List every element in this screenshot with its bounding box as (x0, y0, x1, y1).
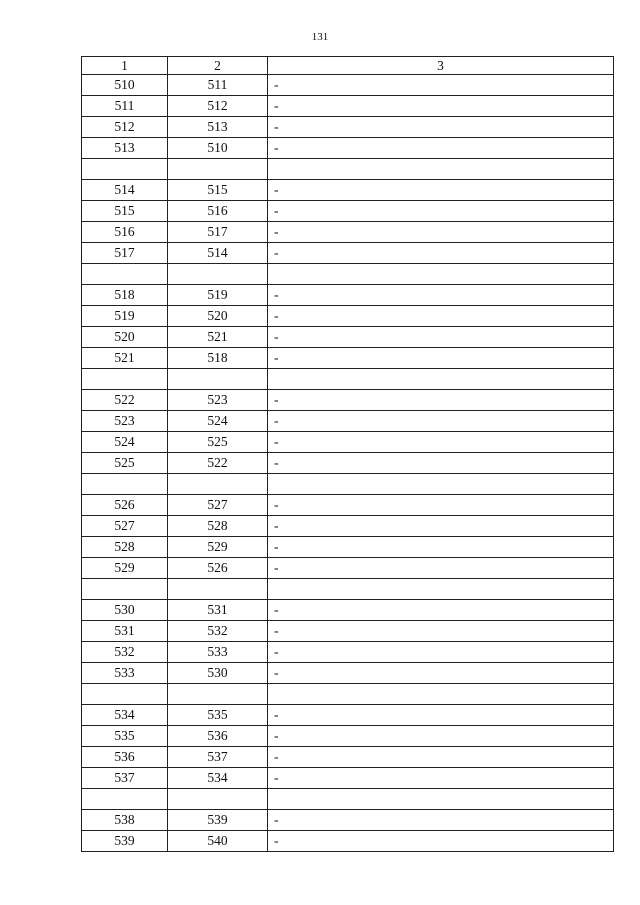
data-table-container (81, 56, 613, 852)
table-cell-column-1: 518 (82, 285, 168, 306)
table-cell-column-1: 524 (82, 432, 168, 453)
table-cell-column-1: 526 (82, 495, 168, 516)
table-cell-column-2: 517 (168, 222, 268, 243)
table-cell-column-2: 514 (168, 243, 268, 264)
table-cell-column-1: 525 (82, 453, 168, 474)
table-cell-column-3: - (268, 705, 614, 726)
table-cell-column-1: 533 (82, 663, 168, 684)
table-cell-column-3: - (268, 810, 614, 831)
table-cell-column-1: 515 (82, 201, 168, 222)
table-cell-column-1: 527 (82, 516, 168, 537)
table-row (82, 243, 614, 264)
table-cell-column-3 (268, 474, 614, 495)
table-cell-column-2 (168, 579, 268, 600)
table-cell-column-2: 539 (168, 810, 268, 831)
table-cell-column-2: 533 (168, 642, 268, 663)
table-cell-column-2: 528 (168, 516, 268, 537)
table-row (82, 537, 614, 558)
table-cell-column-1 (82, 579, 168, 600)
table-cell-column-2 (168, 789, 268, 810)
table-separator-row (82, 684, 614, 705)
table-cell-column-3: - (268, 621, 614, 642)
table-row (82, 600, 614, 621)
table-row (82, 726, 614, 747)
table-cell-column-1: 531 (82, 621, 168, 642)
table-row (82, 831, 614, 852)
table-cell-column-3 (268, 264, 614, 285)
table-cell-column-2: 537 (168, 747, 268, 768)
table-cell-column-1 (82, 264, 168, 285)
table-cell-column-3: - (268, 96, 614, 117)
table-row (82, 96, 614, 117)
table-cell-column-3: - (268, 663, 614, 684)
table-cell-column-1: 511 (82, 96, 168, 117)
table-row (82, 810, 614, 831)
table-separator-row (82, 579, 614, 600)
table-cell-column-3 (268, 579, 614, 600)
table-cell-column-2: 529 (168, 537, 268, 558)
table-cell-column-2: 522 (168, 453, 268, 474)
table-separator-row (82, 159, 614, 180)
table-row (82, 516, 614, 537)
table-cell-column-2: 518 (168, 348, 268, 369)
table-row (82, 348, 614, 369)
table-cell-column-1 (82, 369, 168, 390)
table-row (82, 327, 614, 348)
table-cell-column-3: - (268, 285, 614, 306)
table-row (82, 747, 614, 768)
table-cell-column-3: - (268, 411, 614, 432)
table-cell-column-3: - (268, 327, 614, 348)
table-cell-column-2: 524 (168, 411, 268, 432)
table-cell-column-1: 523 (82, 411, 168, 432)
table-row (82, 201, 614, 222)
table-cell-column-2: 516 (168, 201, 268, 222)
table-cell-column-1: 521 (82, 348, 168, 369)
table-separator-row (82, 789, 614, 810)
table-cell-column-2: 511 (168, 75, 268, 96)
table-cell-column-2: 526 (168, 558, 268, 579)
table-cell-column-2: 530 (168, 663, 268, 684)
table-cell-column-1: 534 (82, 705, 168, 726)
table-cell-column-3: - (268, 432, 614, 453)
table-cell-column-2: 532 (168, 621, 268, 642)
table-row (82, 285, 614, 306)
table-cell-column-3: - (268, 516, 614, 537)
table-cell-column-2: 531 (168, 600, 268, 621)
table-cell-column-1: 530 (82, 600, 168, 621)
table-cell-column-3: - (268, 831, 614, 852)
table-cell-column-2 (168, 159, 268, 180)
table-row (82, 411, 614, 432)
table-body (82, 75, 614, 852)
table-cell-column-3: - (268, 75, 614, 96)
table-cell-column-1: 516 (82, 222, 168, 243)
table-header-row (82, 57, 614, 75)
table-cell-column-3: - (268, 600, 614, 621)
table-cell-column-1: 514 (82, 180, 168, 201)
table-cell-column-2 (168, 264, 268, 285)
table-cell-column-1 (82, 474, 168, 495)
table-cell-column-2: 512 (168, 96, 268, 117)
table-cell-column-1: 517 (82, 243, 168, 264)
table-cell-column-3: - (268, 222, 614, 243)
table-cell-column-3: - (268, 243, 614, 264)
table-cell-column-2: 536 (168, 726, 268, 747)
table-separator-row (82, 369, 614, 390)
table-cell-column-3: - (268, 306, 614, 327)
table-cell-column-2: 534 (168, 768, 268, 789)
table-cell-column-3: - (268, 537, 614, 558)
table-row (82, 768, 614, 789)
table-cell-column-1: 537 (82, 768, 168, 789)
table-row (82, 306, 614, 327)
table-row (82, 117, 614, 138)
table-cell-column-3: - (268, 768, 614, 789)
table-cell-column-1: 512 (82, 117, 168, 138)
table-cell-column-1: 535 (82, 726, 168, 747)
table-cell-column-1: 519 (82, 306, 168, 327)
table-row (82, 642, 614, 663)
table-separator-row (82, 264, 614, 285)
table-cell-column-3 (268, 369, 614, 390)
table-cell-column-3 (268, 159, 614, 180)
table-cell-column-3 (268, 684, 614, 705)
table-cell-column-3: - (268, 453, 614, 474)
table-cell-column-2: 510 (168, 138, 268, 159)
table-cell-column-2: 535 (168, 705, 268, 726)
table-cell-column-1: 529 (82, 558, 168, 579)
table-row (82, 495, 614, 516)
table-cell-column-2: 520 (168, 306, 268, 327)
table-cell-column-2 (168, 684, 268, 705)
table-row (82, 222, 614, 243)
table-row (82, 180, 614, 201)
table-cell-column-1: 538 (82, 810, 168, 831)
page-number: 131 (311, 31, 329, 43)
table-cell-column-1: 513 (82, 138, 168, 159)
table-row (82, 138, 614, 159)
table-cell-column-2: 521 (168, 327, 268, 348)
table-cell-column-2 (168, 474, 268, 495)
table-cell-column-2 (168, 369, 268, 390)
table-cell-column-1: 510 (82, 75, 168, 96)
table-cell-column-1: 532 (82, 642, 168, 663)
table-row (82, 453, 614, 474)
table-cell-column-3: - (268, 138, 614, 159)
table-cell-column-1: 536 (82, 747, 168, 768)
table-row (82, 621, 614, 642)
table-cell-column-2: 527 (168, 495, 268, 516)
table-cell-column-3: - (268, 642, 614, 663)
table-cell-column-3: - (268, 747, 614, 768)
table-row (82, 558, 614, 579)
table-row (82, 705, 614, 726)
table-row (82, 663, 614, 684)
table-cell-column-1: 528 (82, 537, 168, 558)
column-header-2: 2 (168, 57, 268, 75)
table-cell-column-3: - (268, 348, 614, 369)
table-cell-column-3: - (268, 495, 614, 516)
table-cell-column-1: 520 (82, 327, 168, 348)
table-row (82, 75, 614, 96)
table-cell-column-1: 522 (82, 390, 168, 411)
table-row (82, 432, 614, 453)
table-cell-column-3: - (268, 201, 614, 222)
table-cell-column-1 (82, 159, 168, 180)
column-header-3: 3 (268, 57, 614, 75)
table-cell-column-1: 539 (82, 831, 168, 852)
table-cell-column-2: 525 (168, 432, 268, 453)
table-separator-row (82, 474, 614, 495)
table-cell-column-3: - (268, 726, 614, 747)
table-cell-column-3: - (268, 180, 614, 201)
table-cell-column-3: - (268, 558, 614, 579)
table-cell-column-2: 523 (168, 390, 268, 411)
table-cell-column-3: - (268, 390, 614, 411)
table-cell-column-2: 515 (168, 180, 268, 201)
table-row (82, 390, 614, 411)
table-cell-column-1 (82, 684, 168, 705)
table-cell-column-2: 513 (168, 117, 268, 138)
data-table (81, 56, 614, 852)
table-cell-column-2: 540 (168, 831, 268, 852)
table-cell-column-2: 519 (168, 285, 268, 306)
table-cell-column-3: - (268, 117, 614, 138)
column-header-1: 1 (82, 57, 168, 75)
table-cell-column-1 (82, 789, 168, 810)
table-cell-column-3 (268, 789, 614, 810)
